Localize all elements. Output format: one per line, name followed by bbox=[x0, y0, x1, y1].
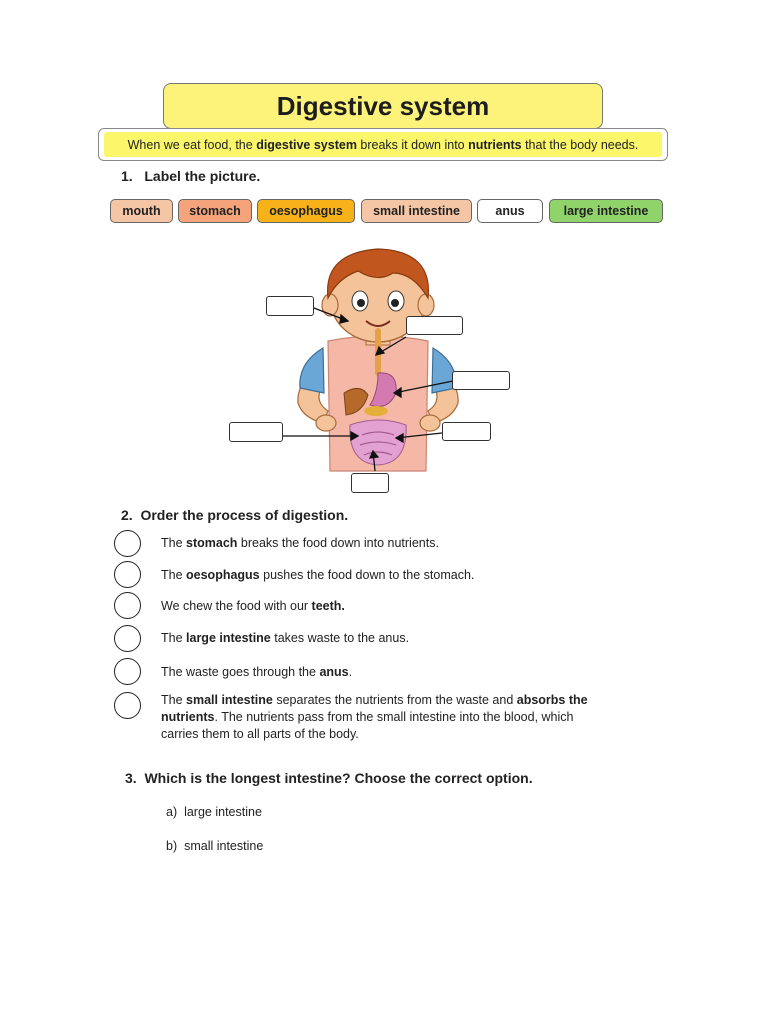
intro-part2: breaks it down into bbox=[356, 137, 469, 152]
text-part: The waste goes through the bbox=[161, 665, 320, 679]
text-part: . bbox=[348, 665, 353, 679]
order-text bbox=[161, 692, 631, 743]
text-part: The bbox=[161, 631, 187, 645]
order-text bbox=[161, 598, 631, 615]
intro-bold2: nutrients bbox=[468, 137, 522, 152]
q1-number: 1. bbox=[121, 168, 133, 184]
option-letter: b) bbox=[166, 839, 178, 853]
intro-text bbox=[104, 132, 662, 157]
text-bold: large intestine bbox=[186, 631, 271, 645]
q3-heading bbox=[125, 770, 533, 786]
page-title-text: Digestive system bbox=[276, 90, 490, 121]
option-a[interactable] bbox=[166, 805, 262, 819]
text-part: . The nutrients pass from the small intestine into the blood, which bbox=[214, 710, 574, 724]
text-part: takes waste to the anus. bbox=[270, 631, 410, 645]
option-text: large intestine bbox=[184, 805, 262, 819]
word-mouth[interactable] bbox=[110, 199, 173, 223]
page-title bbox=[163, 83, 603, 129]
word-small-intestine[interactable] bbox=[361, 199, 472, 223]
q1-heading bbox=[121, 168, 260, 184]
text-part: pushes the food down to the stomach. bbox=[259, 568, 475, 582]
text-part: The bbox=[161, 568, 187, 582]
order-text bbox=[161, 664, 631, 681]
label-box-small-intestine[interactable] bbox=[442, 422, 491, 441]
word-oesophagus[interactable] bbox=[257, 199, 355, 223]
option-b[interactable] bbox=[166, 839, 263, 853]
text-bold: nutrients bbox=[161, 710, 215, 724]
text-bold: stomach bbox=[186, 536, 238, 550]
word-label: small intestine bbox=[373, 204, 460, 218]
label-box-oesophagus[interactable] bbox=[406, 316, 463, 335]
option-text: small intestine bbox=[184, 839, 264, 853]
order-circle[interactable] bbox=[114, 658, 141, 685]
intro-part3: that the body needs. bbox=[521, 137, 639, 152]
word-label: large intestine bbox=[563, 204, 649, 218]
text-bold: small intestine bbox=[186, 693, 273, 707]
text-part: The bbox=[161, 536, 187, 550]
word-stomach[interactable] bbox=[178, 199, 252, 223]
label-box-large-intestine[interactable] bbox=[229, 422, 283, 442]
word-label: stomach bbox=[189, 204, 241, 218]
word-large-intestine[interactable] bbox=[549, 199, 663, 223]
text-part: We chew the food with our bbox=[161, 599, 312, 613]
intro-part1: When we eat food, the bbox=[127, 137, 257, 152]
digestive-picture bbox=[228, 243, 528, 498]
text-part: breaks the food down into nutrients. bbox=[237, 536, 439, 550]
text-part: The bbox=[161, 693, 187, 707]
label-box-stomach[interactable] bbox=[452, 371, 510, 390]
order-circle[interactable] bbox=[114, 530, 141, 557]
word-label: anus bbox=[495, 204, 525, 218]
option-letter: a) bbox=[166, 805, 178, 819]
text-bold: absorbs the bbox=[516, 693, 588, 707]
order-circle[interactable] bbox=[114, 625, 141, 652]
intro-bold1: digestive system bbox=[256, 137, 357, 152]
text-bold: oesophagus bbox=[186, 568, 260, 582]
order-text bbox=[161, 535, 631, 552]
text-part: carries them to all parts of the body. bbox=[161, 727, 359, 741]
text-bold: anus bbox=[319, 665, 349, 679]
q2-title: Order the process of digestion. bbox=[140, 507, 349, 523]
order-text bbox=[161, 630, 631, 647]
q3-number: 3. bbox=[125, 770, 137, 786]
q1-title: Label the picture. bbox=[144, 168, 261, 184]
word-label: oesophagus bbox=[269, 204, 343, 218]
q2-number: 2. bbox=[121, 507, 133, 523]
order-text bbox=[161, 567, 631, 584]
order-circle[interactable] bbox=[114, 692, 141, 719]
intro-box bbox=[98, 128, 668, 161]
order-circle[interactable] bbox=[114, 592, 141, 619]
order-circle[interactable] bbox=[114, 561, 141, 588]
text-bold: teeth. bbox=[311, 599, 345, 613]
word-label: mouth bbox=[122, 204, 161, 218]
text-part: separates the nutrients from the waste and bbox=[272, 693, 517, 707]
q3-title: Which is the longest intestine? Choose the correct option. bbox=[144, 770, 533, 786]
label-box-mouth[interactable] bbox=[266, 296, 314, 316]
word-anus[interactable] bbox=[477, 199, 543, 223]
label-box-anus[interactable] bbox=[351, 473, 389, 493]
q2-heading bbox=[121, 507, 348, 523]
